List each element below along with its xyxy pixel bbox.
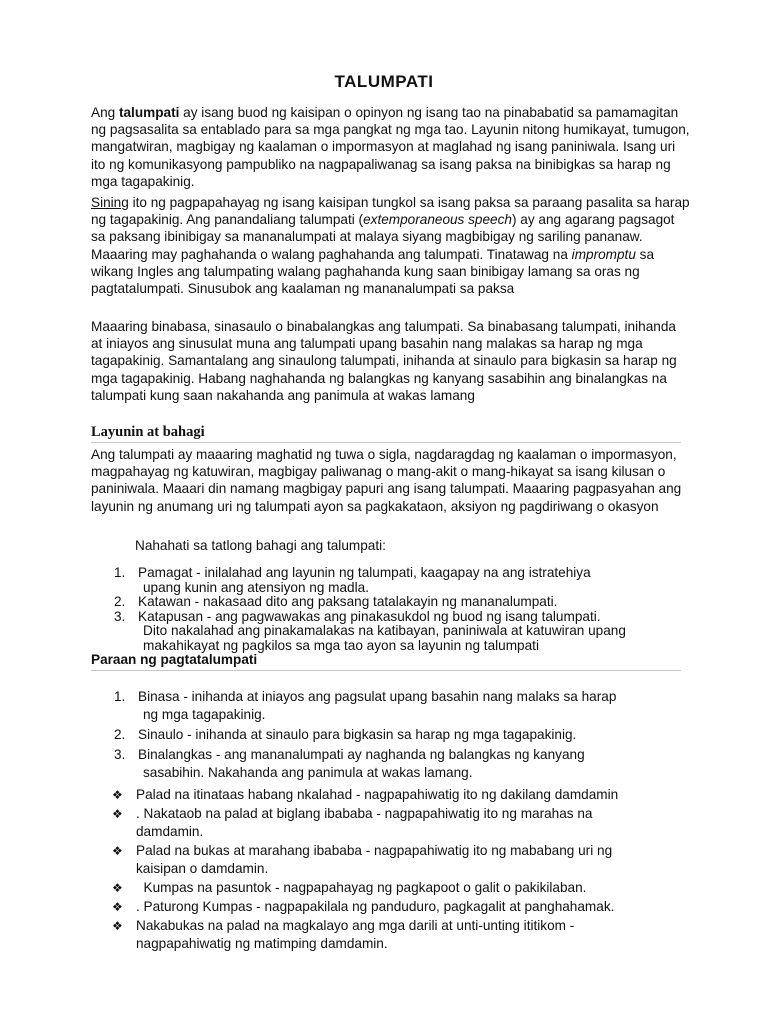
list-item-text: Binasa - inihanda at iniayos ang pagsulat upang basahin nang malaks sa harap (138, 689, 617, 704)
bullet-item (91, 786, 691, 804)
section-divider-paraan (91, 670, 681, 671)
intro-paragraph-2 (91, 194, 691, 297)
list-item (91, 566, 691, 595)
list-number: 1. (114, 689, 126, 704)
bullet-text: Kumpas na pasuntok - nagpapahayag ng pagkapoot o galit o pakikilaban. (136, 880, 587, 895)
paraan-list (91, 688, 691, 782)
list-item-text: Sinaulo - inihanda at sinaulo para bigkasin sa harap ng mga tagapakinig. (138, 727, 577, 742)
layunin-paragraph: Ang talumpati ay maaaring maghatid ng tuwa o sigla, nagdaragdag ng kaalaman o impormasyon, magpahayag ng katuwiran, magbigay paliwanag o mang-akit o mang-hikayat sa isang kilusan o paniniwala. Maaari din namang magbigay papuri ang isang talumpati. Maaaring pagpasyahan ang layunin ng anumang uri ng talumpati ayon sa pagkakataon, aksiyon ng pagdiriwang o okasyon (91, 447, 682, 514)
section-heading-paraan: Paraan ng pagtatalumpati (91, 652, 258, 667)
diamond-bullet-icon: ❖ (112, 900, 123, 914)
list-number: 2. (114, 727, 126, 742)
list-item-continuation: ng mga tagapakinig. (143, 707, 266, 722)
list-item-text: Katapusan - ang pagwawakas ang pinakasukdol ng buod ng isang talumpati. (138, 608, 601, 624)
diamond-bullet-icon: ❖ (112, 919, 123, 933)
intro-p2-text-b: ) ay ang agarang pagsagot sa paksang ibinibigay sa mananalumpati at malaya siyang magbibigay ng sariling pananaw. Maaaring may paghahanda o walang paghahanda ang talumpati. Tinatawag na (91, 212, 675, 262)
list-item (91, 595, 691, 610)
bullet-item (91, 879, 691, 897)
bullet-text: Palad na bukas at marahang ibababa - nagpapahiwatig ito ng mababang uri ng (136, 843, 613, 858)
bullet-item (91, 917, 691, 953)
bullet-text: . Paturong Kumpas - nagpapakilala ng panduduro, pagkagalit at panghahamak. (136, 899, 615, 914)
bullet-continuation: nagpapahiwatig ng matimping damdamin. (136, 936, 388, 951)
diamond-bullet-icon: ❖ (112, 881, 123, 895)
list-number: 1. (114, 565, 126, 580)
list-item-continuation: upang kunin ang atensiyon ng madla. (143, 579, 369, 595)
bullet-item (91, 898, 691, 916)
list-item (91, 746, 691, 782)
intro-paragraph-3: Maaaring binabasa, sinasaulo o binabalangkas ang talumpati. Sa binabasang talumpati, inihanda at iniayos ang sinusulat muna ang talumpati upang basahin nang malakas sa harap ng mga tagapakinig. Samantalang ang sinaulong talumpati, inihanda at sinaulo para bigkasin sa harap ng mga tagapakinig. Habang naghahanda ng balangkas ng kanyang sasabihin ang binalangkas na talumpati kung saan nakahanda ang panimula at wakas lamang (91, 319, 677, 403)
intro-p2-text-c: sa wikang Ingles ang talumpating walang paghahanda kung saan binibigay lamang sa oras ng pagtatalumpati. Sinusubok ang kaalaman ng mananalumpati sa paksa (91, 246, 655, 297)
bullet-text: Palad na itinataas habang nkalahad - nagpapahiwatig ito ng dakilang damdamin (136, 787, 619, 802)
bullet-item (91, 842, 691, 878)
kumpas-bullet-list (91, 786, 691, 953)
list-number: 3. (114, 608, 126, 624)
intro-p1-bold-term: talumpati (118, 105, 180, 120)
list-item (91, 726, 691, 744)
list-item-text: Pamagat - inilalahad ang layunin ng talumpati, kaagapay na ang istratehiya (138, 565, 591, 580)
list-item-continuation: sasabihin. Nakahanda ang panimula at wakas lamang. (143, 765, 473, 780)
bullet-continuation: damdamin. (136, 824, 204, 839)
intro-p2-italic-term-2: impromptu (571, 246, 636, 262)
intro-paragraph-1 (91, 104, 691, 190)
list-item-text: Binalangkas - ang mananalumpati ay naghanda ng balangkas ng kanyang (138, 747, 585, 762)
bullet-item (91, 805, 691, 841)
section-heading-layunin: Layunin at bahagi (91, 424, 205, 440)
section-divider-layunin (91, 442, 681, 443)
list-item-continuation: Dito nakalahad ang pinakamalakas na katibayan, paniniwala at katuwiran upang makahikayat ng pagkilos sa mga tao ayon sa layunin ng talumpati (143, 623, 626, 653)
list-item-text: Katawan - nakasaad dito ang paksang tatalakayin ng mananalumpati. (138, 594, 558, 610)
list-item (91, 688, 691, 724)
diamond-bullet-icon: ❖ (112, 844, 123, 858)
intro-p2-underlined-term: Sining (91, 195, 129, 210)
list-item (91, 610, 691, 654)
list-number: 2. (114, 594, 126, 610)
diamond-bullet-icon: ❖ (112, 788, 123, 802)
document-title: TALUMPATI (334, 72, 434, 91)
intro-p2-text-a: ito ng pagpapahayag ng isang kaisipan tungkol sa isang paksa sa paraang pasalita sa harap ng tagapakinig. Ang panandaliang talumpati ( (91, 195, 690, 228)
bullet-continuation: kaisipan o damdamin. (136, 861, 269, 876)
bullet-text: . Nakataob na palad at biglang ibababa - nagpapahiwatig ito ng marahas na (136, 806, 593, 821)
layunin-parts-list (91, 566, 691, 654)
layunin-parts-intro: Nahahati sa tatlong bahagi ang talumpati: (135, 538, 386, 553)
intro-p2-italic-term-1: extemporaneous speech (363, 212, 512, 228)
diamond-bullet-icon: ❖ (112, 807, 123, 821)
list-number: 3. (114, 747, 126, 762)
intro-p1-text-b: ay isang buod ng kaisipan o opinyon ng isang tao na pinababatid sa pamamagitan ng pagsasalita sa entablado para sa mga pangkat ng mga tao. Layunin nitong humikayat, tumugon, mangatwiran, magbigay ng kaalaman o impormasyon at maglahad ng isang paniniwala. Isang uri ito ng komunikasyong pampubliko na nagpapaliwanag sa isang paksa na binibigkas sa harap ng mga tagapakinig. (91, 105, 690, 189)
bullet-text: Nakabukas na palad na magkalayo ang mga darili at unti-unting ititikom - (136, 918, 575, 933)
intro-p1-text-a: Ang (91, 105, 119, 120)
